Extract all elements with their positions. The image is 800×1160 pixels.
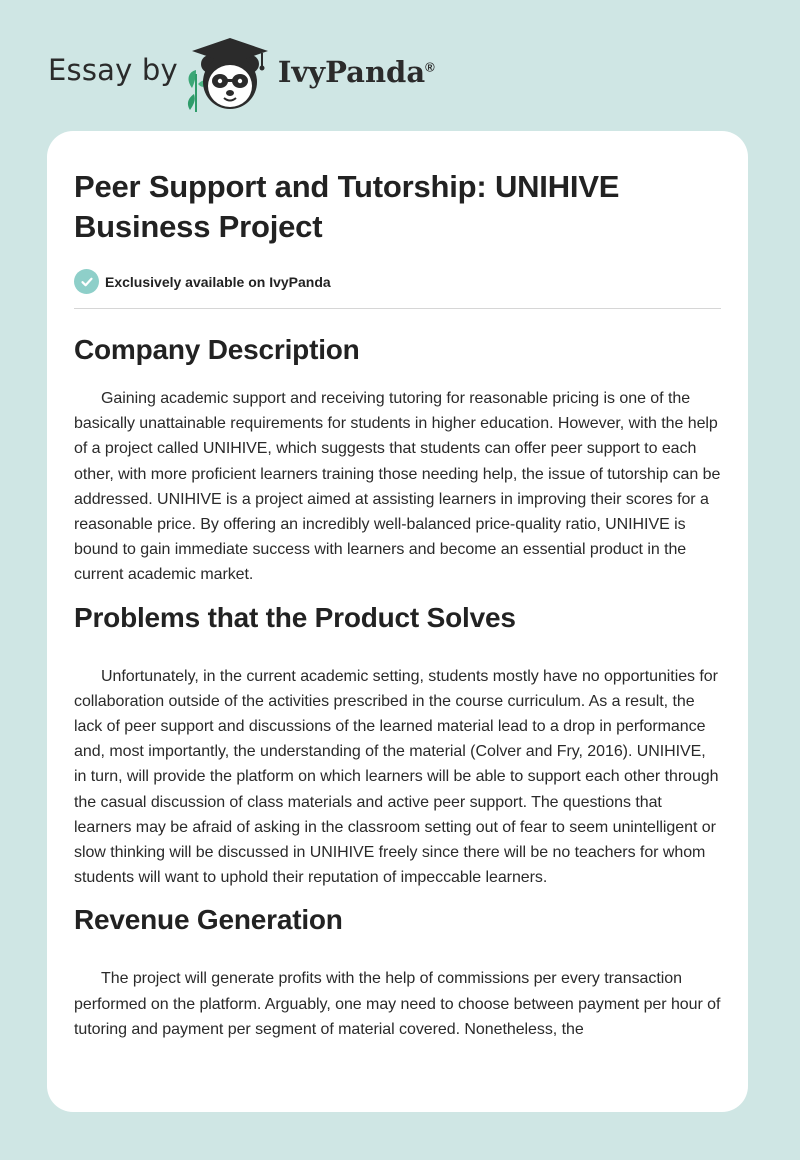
registered-mark: ® bbox=[425, 59, 435, 75]
section-heading-revenue: Revenue Generation bbox=[74, 904, 343, 936]
section-heading-problems: Problems that the Product Solves bbox=[74, 601, 516, 633]
section-paragraph-company-description: Gaining academic support and receiving tutoring for reasonable pricing is one of the basically unattainable requirements for students in higher education. However, with the help of a project called UNIHIVE, which suggests that students can offer peer support to each other, with more proficient learners training those needing help, the issue of tutorship can be addressed. UNIHIVE is a project aimed at assisting learners in improving their scores for a reasonable price. By offering an incredibly well-balanced price-quality ratio, UNIHIVE is bound to gain immediate success with learners and become an essential product in the current academic market. bbox=[74, 390, 721, 584]
exclusive-badge bbox=[74, 269, 721, 294]
brand-name-text: IvyPanda bbox=[277, 55, 426, 89]
brand-name bbox=[278, 55, 435, 89]
section-paragraph-problems: Unfortunately, in the current academic setting, students mostly have no opportunities for collaboration outside of the activities prescribed in the course curriculum. As a result, the lack of peer support and discussions of the learned material lead to a drop in performance and, most importantly, the understanding of the material (Colver and Fry, 2016). UNIHIVE, in turn, will provide the platform on which learners will be able to support each other through the casual discussion of class materials and active peer support. The questions that learners may be afraid of asking in the classroom setting out of fear to seem unintelligent or slow thinking will be discussed in UNIHIVE freely since there will be no teachers for whom students will want to uphold their reputation of impeccable learners. bbox=[74, 667, 719, 887]
panda-logo-icon bbox=[184, 34, 276, 114]
brand-header bbox=[48, 34, 435, 114]
section-heading-company-description: Company Description bbox=[74, 334, 360, 365]
brand-prefix: Essay by bbox=[48, 53, 178, 87]
section-paragraph-revenue: The project will generate profits with the help of commissions per every transaction performed on the platform. Arguably, one may need to choose between payment per hour of tutoring and payment per segment of material covered. Nonetheless, the bbox=[74, 970, 721, 1038]
page-title: Peer Support and Tutorship: UNIHIVE Business Project bbox=[74, 169, 620, 244]
check-icon bbox=[74, 269, 99, 294]
essay-card bbox=[47, 131, 748, 1112]
badge-text: Exclusively available on IvyPanda bbox=[105, 273, 331, 290]
divider bbox=[74, 308, 721, 309]
